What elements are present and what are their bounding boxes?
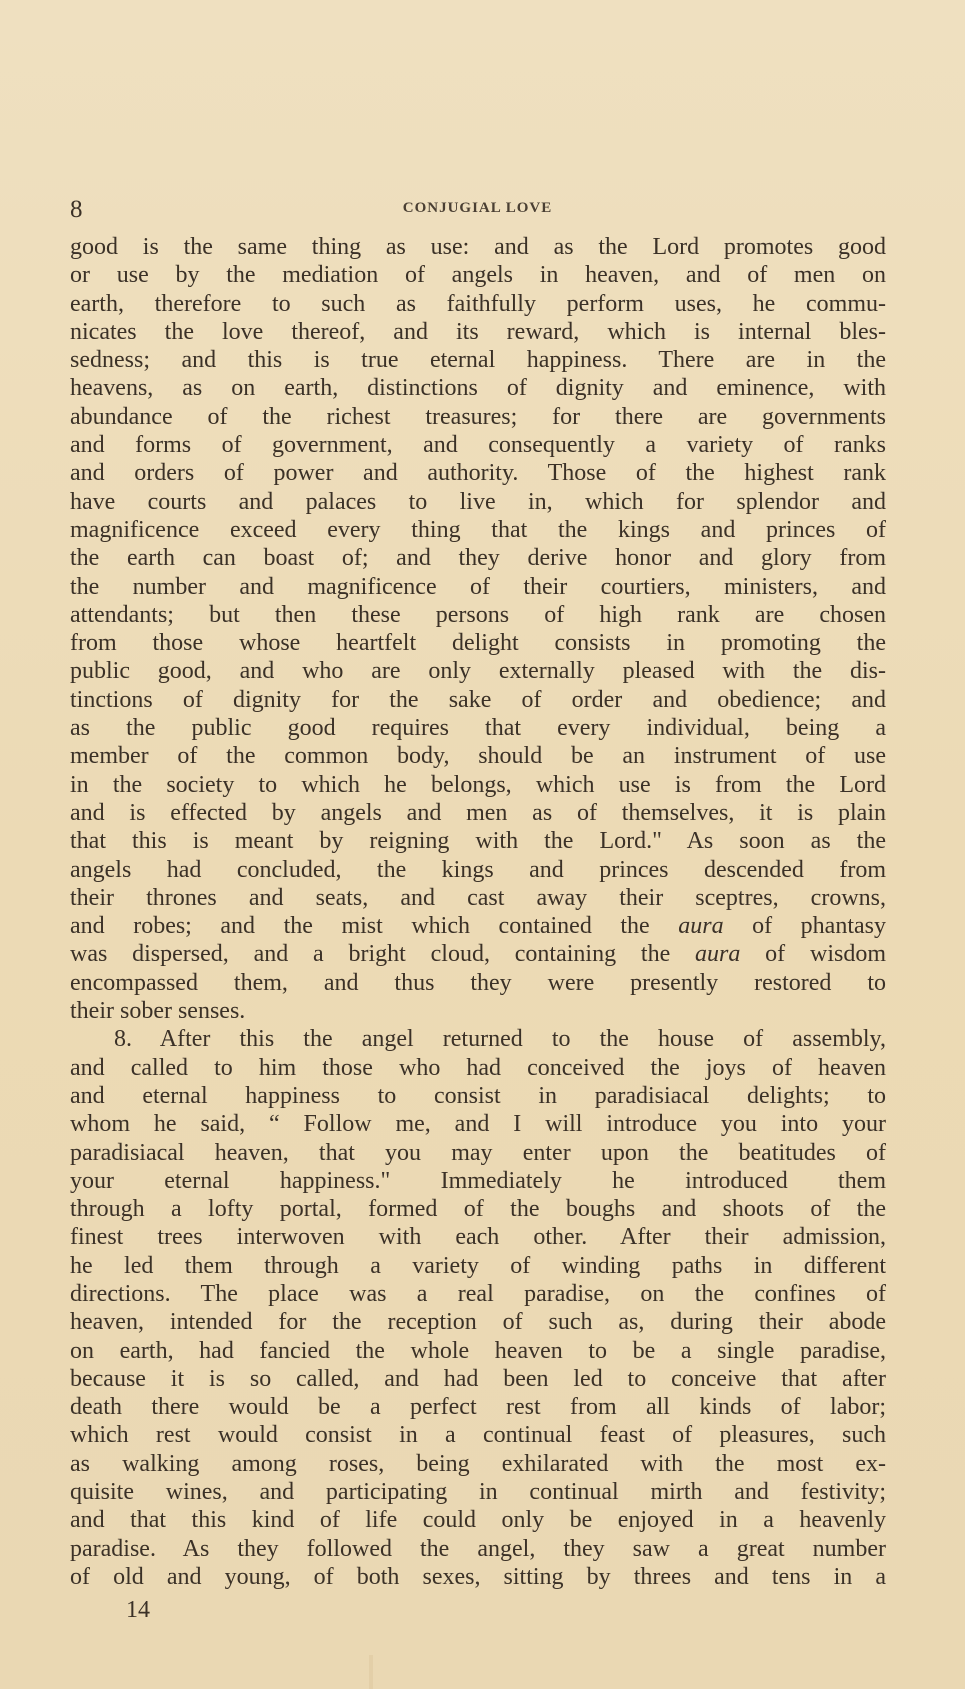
text-segment: as walking among roses, being exhilarated with the most ex- <box>70 1450 886 1477</box>
text-line <box>70 1223 886 1251</box>
text-line <box>70 940 886 968</box>
text-line <box>70 856 886 884</box>
text-segment: because it is so called, and had been led to conceive that after <box>70 1365 886 1392</box>
text-segment: he led them through a variety of winding paths in different <box>70 1252 886 1279</box>
text-line <box>70 884 886 912</box>
text-line <box>70 1167 886 1195</box>
text-segment: and that this kind of life could only be enjoyed in a heavenly <box>70 1507 886 1534</box>
text-line <box>70 969 886 997</box>
text-segment: whom he said, “ Follow me, and I will introduce you into your <box>70 1111 886 1138</box>
text-segment: and is effected by angels and men as of themselves, it is plain <box>70 799 886 826</box>
text-segment: heaven, intended for the reception of such as, during their abode <box>70 1309 886 1336</box>
text-line <box>70 573 886 601</box>
text-line <box>70 1365 886 1393</box>
text-line <box>70 488 886 516</box>
text-segment: that this is meant by reigning with the Lord." As soon as the <box>70 828 886 855</box>
text-segment: their sober senses. <box>70 998 246 1025</box>
text-line <box>70 1082 886 1110</box>
text-segment: of phantasy <box>723 913 886 940</box>
text-line <box>70 601 886 629</box>
text-segment: magnificence exceed every thing that the kings and princes of <box>70 516 886 543</box>
text-segment: and orders of power and authority. Those of the highest rank <box>70 460 886 487</box>
text-line <box>70 771 886 799</box>
text-line <box>70 318 886 346</box>
text-segment: your eternal happiness." Immediately he introduced them <box>70 1167 886 1194</box>
text-line <box>70 1421 886 1449</box>
text-segment: through a lofty portal, formed of the boughs and shoots of the <box>70 1196 886 1223</box>
text-segment: angels had concluded, the kings and princes descended from <box>70 856 886 883</box>
text-line <box>70 1195 886 1223</box>
italic-word: aura <box>695 941 741 968</box>
text-line <box>70 346 886 374</box>
text-segment: paradise. As they followed the angel, they saw a great number <box>70 1535 886 1562</box>
text-segment: earth, therefore to such as faithfully perform uses, he commu- <box>70 290 886 317</box>
text-line <box>70 1450 886 1478</box>
text-segment: quisite wines, and participating in continual mirth and festivity; <box>70 1479 886 1506</box>
text-segment: of old and young, of both sexes, sitting by threes and tens in a <box>70 1563 886 1590</box>
text-segment: 8. After this the angel returned to the house of assembly, <box>114 1026 886 1053</box>
text-line <box>70 516 886 544</box>
text-line <box>70 290 886 318</box>
text-line <box>70 459 886 487</box>
text-segment: good is the same thing as use: and as the Lord promotes good <box>70 234 886 260</box>
text-line <box>70 799 886 827</box>
text-segment: or use by the mediation of angels in heaven, and of men on <box>70 262 886 289</box>
text-segment: and forms of government, and consequently a variety of ranks <box>70 432 886 459</box>
text-line <box>70 374 886 402</box>
paragraph <box>70 1025 886 1591</box>
text-line <box>70 1337 886 1365</box>
text-segment: which rest would consist in a continual feast of pleasures, such <box>70 1422 886 1449</box>
text-line <box>70 431 886 459</box>
text-line <box>70 1478 886 1506</box>
text-line <box>70 403 886 431</box>
text-segment: member of the common body, should be an instrument of use <box>70 743 886 770</box>
text-segment: abundance of the richest treasures; for there are governments <box>70 403 886 430</box>
text-line <box>70 1252 886 1280</box>
text-segment: sedness; and this is true eternal happiness. There are in the <box>70 347 886 374</box>
text-line <box>70 1110 886 1138</box>
text-line <box>70 827 886 855</box>
text-line <box>70 261 886 289</box>
paragraph <box>70 233 886 1025</box>
text-segment: the number and magnificence of their courtiers, ministers, and <box>70 573 886 600</box>
text-line <box>70 1506 886 1534</box>
text-segment: public good, and who are only externally pleased with the dis- <box>70 658 886 685</box>
text-segment: in the society to which he belongs, which use is from the Lord <box>70 771 886 798</box>
text-line <box>70 1025 886 1053</box>
signature-mark: 14 <box>126 1597 150 1623</box>
text-segment: on earth, had fancied the whole heaven to be a single paradise, <box>70 1337 886 1364</box>
text-line <box>70 233 886 261</box>
text-segment: and robes; and the mist which contained the <box>70 913 679 940</box>
text-segment: nicates the love thereof, and its reward, which is internal bles- <box>70 318 886 345</box>
page-header <box>70 196 885 226</box>
running-title: CONJUGIAL LOVE <box>402 200 553 216</box>
page-number: 8 <box>70 196 83 223</box>
text-segment: attendants; but then these persons of high rank are chosen <box>70 601 886 628</box>
text-segment: was dispersed, and a bright cloud, containing the <box>70 941 696 968</box>
text-line <box>70 629 886 657</box>
italic-word: aura <box>678 913 724 940</box>
text-segment: and eternal happiness to consist in paradisiacal delights; to <box>70 1082 886 1109</box>
text-line <box>70 686 886 714</box>
text-line <box>70 1563 886 1591</box>
text-line <box>70 544 886 572</box>
body-text <box>70 233 886 1591</box>
text-segment: from those whose heartfelt delight consists in promoting the <box>70 630 886 657</box>
text-segment: as the public good requires that every individual, being a <box>70 715 886 742</box>
text-line <box>70 657 886 685</box>
text-segment: the earth can boast of; and they derive honor and glory from <box>70 545 886 572</box>
text-line <box>70 1280 886 1308</box>
text-line <box>70 1535 886 1563</box>
text-segment: heavens, as on earth, distinctions of dignity and eminence, with <box>70 375 886 402</box>
text-line <box>70 742 886 770</box>
text-line <box>70 1139 886 1167</box>
text-segment: of wisdom <box>740 941 886 968</box>
text-line <box>70 714 886 742</box>
text-segment: and called to him those who had conceived the joys of heaven <box>70 1054 886 1081</box>
text-line <box>70 1393 886 1421</box>
text-line <box>70 997 886 1025</box>
text-line <box>70 1054 886 1082</box>
text-segment: death there would be a perfect rest from all kinds of labor; <box>70 1394 886 1421</box>
text-segment: finest trees interwoven with each other. After their admission, <box>70 1224 886 1251</box>
text-segment: directions. The place was a real paradise, on the confines of <box>70 1280 886 1307</box>
text-line <box>70 1308 886 1336</box>
text-segment: encompassed them, and thus they were presently restored to <box>70 969 886 996</box>
text-segment: have courts and palaces to live in, which for splendor and <box>70 488 886 515</box>
text-segment: their thrones and seats, and cast away their sceptres, crowns, <box>70 884 886 911</box>
text-segment: paradisiacal heaven, that you may enter upon the beatitudes of <box>70 1139 886 1166</box>
page-crease <box>369 1655 373 1689</box>
text-line <box>70 912 886 940</box>
text-segment: tinctions of dignity for the sake of order and obedience; and <box>70 686 886 713</box>
